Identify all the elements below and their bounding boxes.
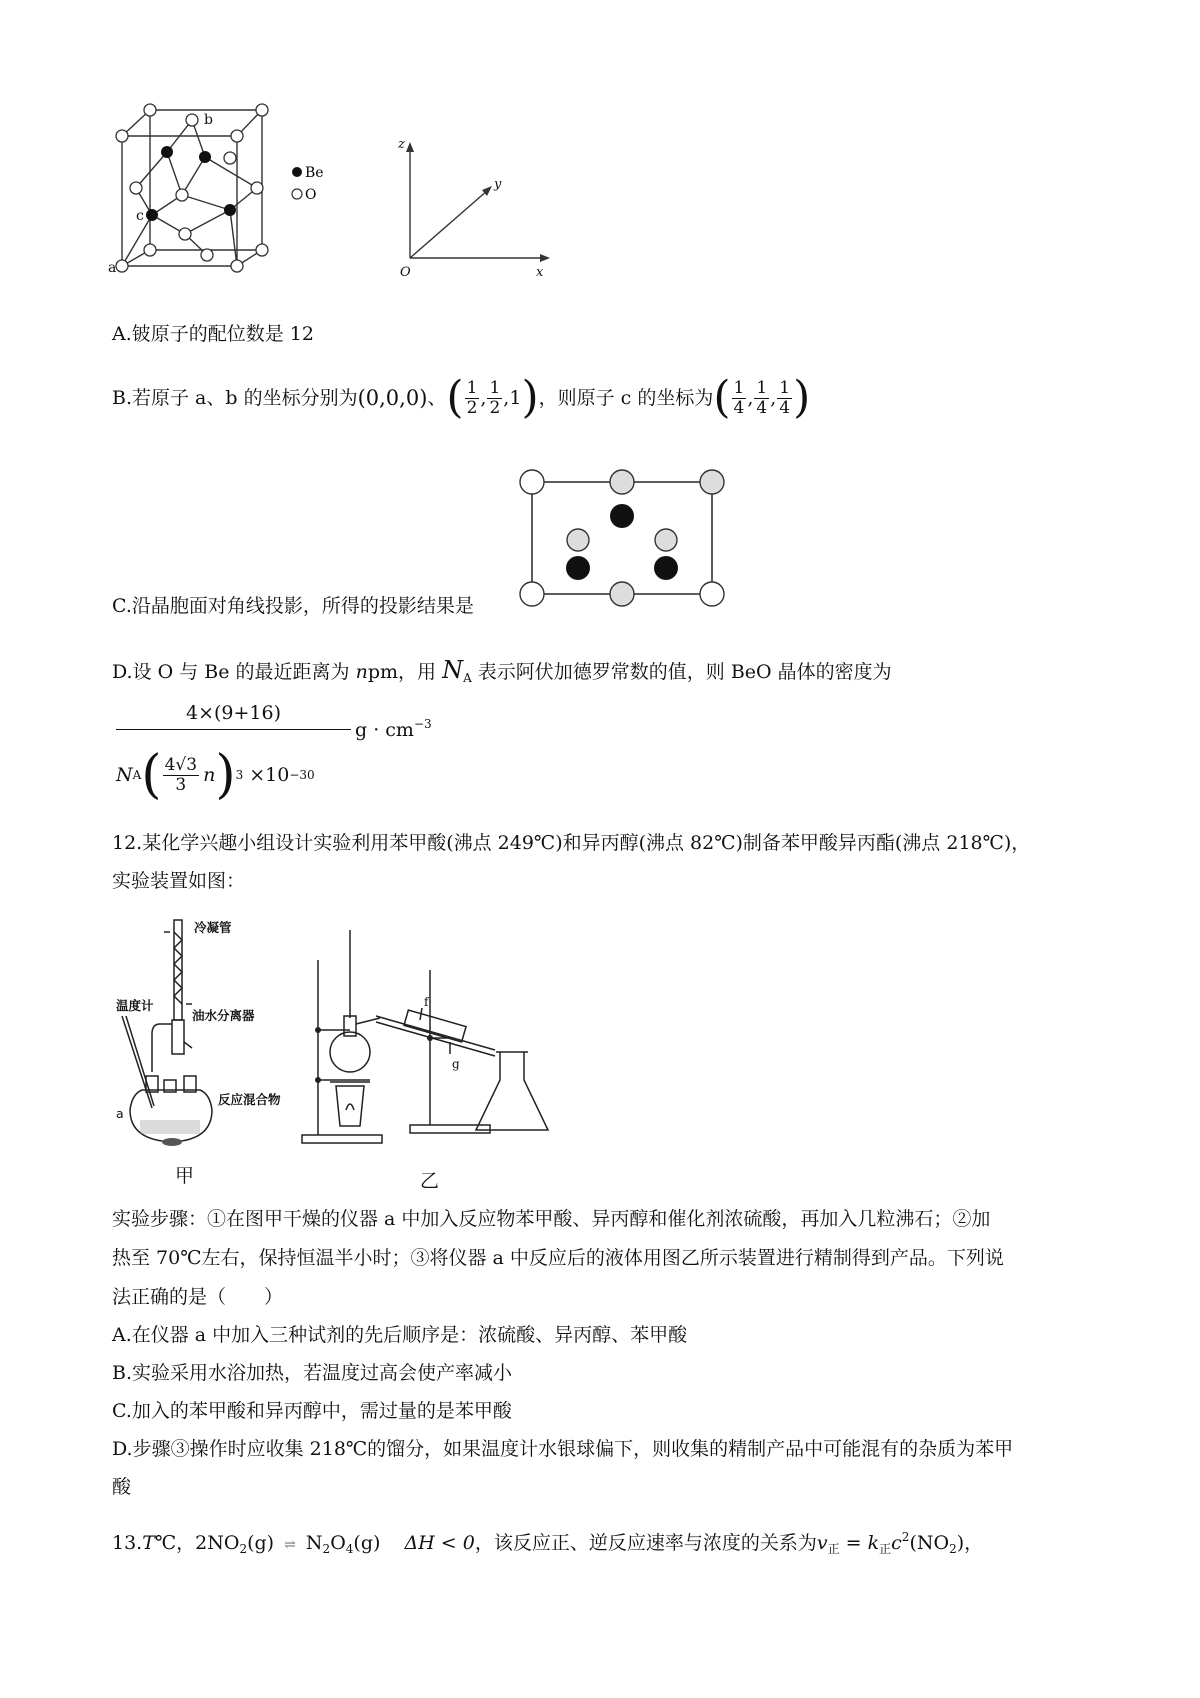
option-d-na-sub: A — [463, 671, 472, 685]
option-b: B.若原子 a、b 的坐标分别为 (0,0,0) 、 ( $\frac{1}{2}$ , $\frac{1}{2}$ ,1 ) ，则原子 c 的坐标为 ( $\frac{1}{4}$ , $\frac{1}{4}$ , $\frac{1}{4}$ ) — [112, 372, 811, 423]
fraction-bar — [116, 729, 351, 730]
density-denominator: N A ( $\frac{4√3}{3}$ n ) 3 ×10 −30 — [116, 745, 315, 805]
axis-x-label: x — [536, 265, 544, 280]
label-g: g — [452, 1057, 460, 1071]
label-mixture: 反应混合物 — [218, 1092, 281, 1107]
option-d-na: N — [442, 656, 464, 684]
label-b: b — [204, 112, 213, 128]
q13-line1: 13.T℃，$2NO_2(g)$ ⇌ $N_2O_4(g) \Delta H < 0$，该反应正、逆反应速率与浓度的关系为$v_正 = k_正c^2(NO_2)$， — [112, 1530, 984, 1556]
option-d-suffix: 表示阿伏加德罗常数的值，则 BeO 晶体的密度为 — [471, 661, 892, 683]
coord-b-x: $\frac{1}{2}$ — [466, 378, 478, 418]
label-a: a — [108, 260, 117, 276]
coord-a: (0,0,0) — [357, 385, 428, 410]
apparatus-yi-figure — [300, 930, 560, 1150]
option-c: C.沿晶胞面对角线投影，所得的投影结果是 — [112, 595, 474, 617]
option-d-n: n — [355, 661, 368, 683]
q12-steps1: 实验步骤：①在图甲干燥的仪器 a 中加入反应物苯甲酸、异丙醇和催化剂浓硫酸，再加入几粒沸石；②加 — [112, 1208, 991, 1230]
coord-c-x: $\frac{1}{4}$ — [733, 378, 745, 418]
q12-option-b: B.实验采用水浴加热，若温度过高会使产率减小 — [112, 1362, 513, 1384]
label-a-flask: a — [116, 1106, 124, 1121]
q12-option-c: C.加入的苯甲酸和异丙醇中，需过量的是苯甲酸 — [112, 1400, 512, 1422]
origin-label: O — [400, 265, 411, 280]
q12-steps2: 热至 70℃左右，保持恒温半小时；③将仪器 a 中反应后的液体用图乙所示装置进行精制得到产品。下列说 — [112, 1247, 1004, 1269]
option-b-prefix: B.若原子 a、b 的坐标分别为 — [112, 387, 358, 409]
option-b-mid: ，则原子 c 的坐标为 — [538, 387, 714, 409]
q12-option-d-line2: 酸 — [112, 1476, 132, 1498]
label-thermometer: 温度计 — [116, 998, 154, 1013]
apparatus-jia-figure — [112, 912, 302, 1152]
projection-figure — [518, 468, 728, 610]
q12-line1: 12.某化学兴趣小组设计实验利用苯甲酸(沸点 249℃)和异丙醇(沸点 82℃)制备苯甲酸异丙酯(沸点 218℃)， — [112, 832, 1031, 854]
label-c: c — [136, 208, 144, 224]
option-a: A.铍原子的配位数是 12 — [112, 323, 314, 345]
coord-b-y: $\frac{1}{2}$ — [489, 378, 501, 418]
coord-c-z: $\frac{1}{4}$ — [779, 378, 791, 418]
q12-line2: 实验装置如图： — [112, 870, 246, 892]
q12-option-a: A.在仪器 a 中加入三种试剂的先后顺序是：浓硫酸、异丙醇、苯甲酸 — [112, 1324, 688, 1346]
option-d-prefix: D.设 O 与 Be 的最近距离为 — [112, 661, 356, 683]
label-separator: 油水分离器 — [192, 1008, 255, 1023]
axis-y-label: y — [494, 177, 502, 192]
label-f: f — [424, 995, 429, 1009]
legend-be: Be — [305, 165, 324, 181]
caption-yi: 乙 — [420, 1170, 440, 1192]
q12-option-d-line1: D.步骤③操作时应收集 218℃的馏分，如果温度计水银球偏下，则收集的精制产品中可能混有的杂质为苯甲 — [112, 1438, 1014, 1460]
label-condenser: 冷凝管 — [194, 920, 232, 935]
option-d — [112, 656, 892, 685]
axis-z-label: z — [398, 137, 405, 152]
coord-b-z: ,1 — [503, 387, 522, 409]
q12-steps3: 法正确的是（ ） — [112, 1286, 284, 1308]
legend-o: O — [305, 187, 317, 203]
density-unit: $g \cdot cm^{-3}$ — [355, 717, 432, 741]
option-d-pm: pm，用 — [367, 661, 443, 683]
caption-jia: 甲 — [175, 1165, 195, 1187]
beo-unit-cell-figure — [108, 100, 372, 300]
option-b-sep: 、 — [427, 387, 447, 409]
coord-c-y: $\frac{1}{4}$ — [756, 378, 768, 418]
density-numerator: 4×(9+16) — [185, 702, 282, 724]
axes-figure — [396, 134, 556, 284]
